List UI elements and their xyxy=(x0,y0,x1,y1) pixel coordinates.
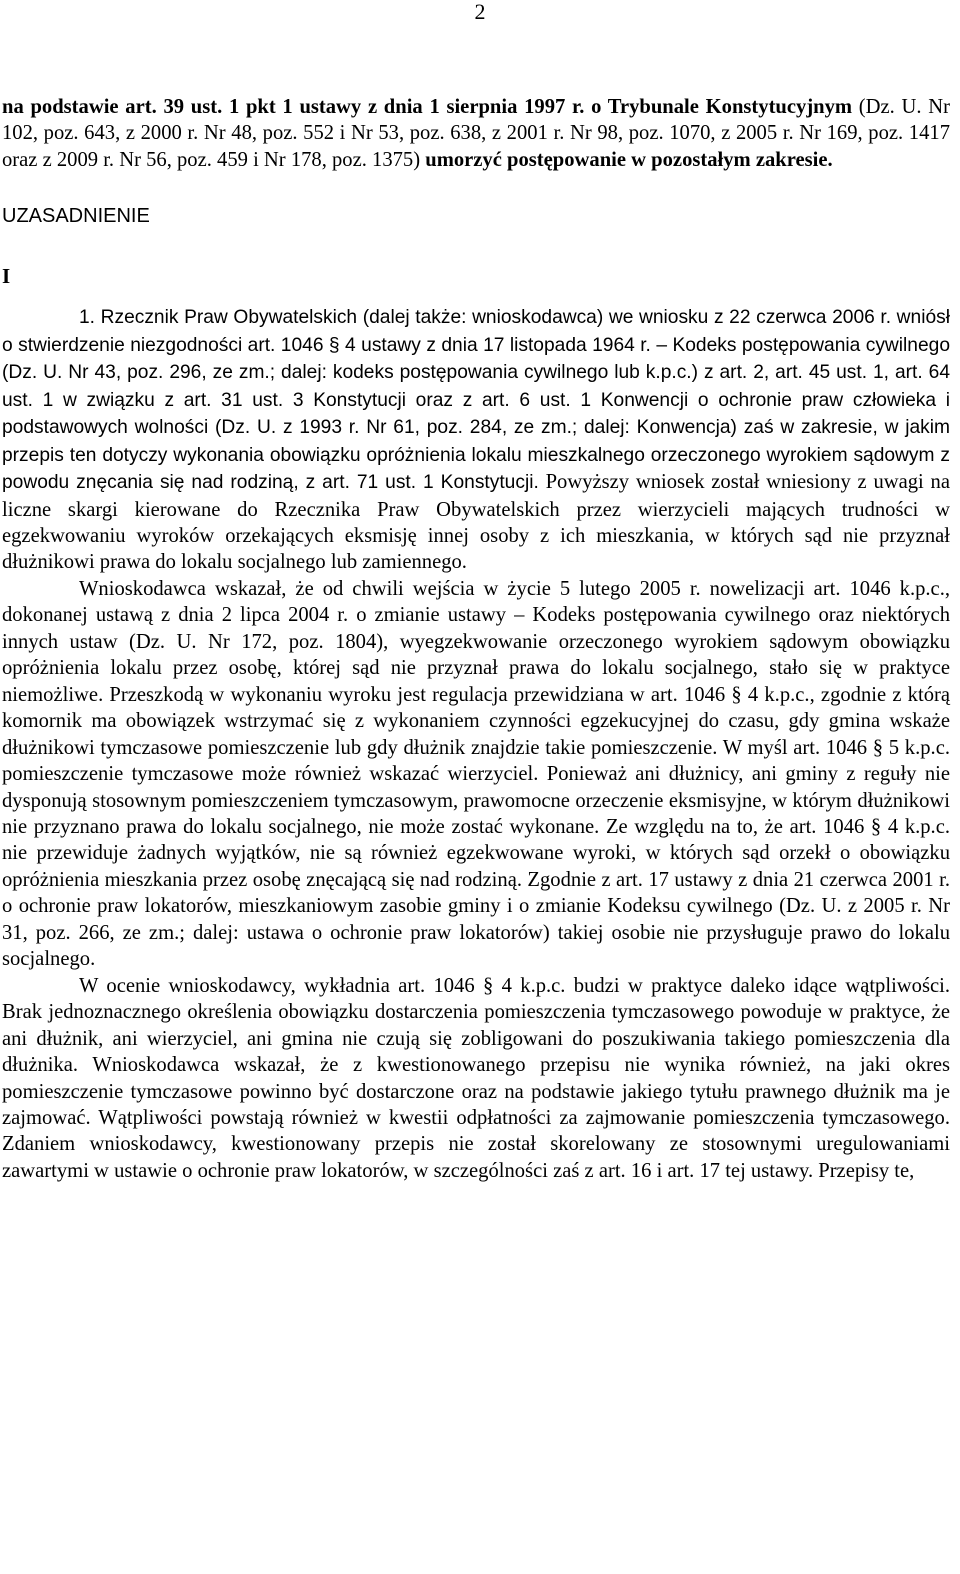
intro-bold-start: na podstawie art. 39 ust. 1 pkt 1 ustawy z dnia 1 sierpnia 1997 r. o Trybunale Konstytucyjnym xyxy=(2,96,853,118)
document-body xyxy=(2,94,950,1184)
paragraph-2: Wnioskodawca wskazał, że od chwili wejścia w życie 5 lutego 2005 r. nowelizacji art. 1046 k.p.c., dokonanej ustawą z dnia 2 lipca 2004 r. o zmianie ustawy – Kodeks postępowania cywilnego oraz niektórych innych ustaw (Dz. U. Nr 172, poz. 1804), wyegzekwowanie orzeczonego wyrokiem sądowym obowiązku opróżnienia lokalu przez osobę, której sąd nie przyznał prawa do lokalu socjalnego, stało się w praktyce niemożliwe. Przeszkodą w wykonaniu wyroku jest regulacja przewidziana w art. 1046 § 4 k.p.c., zgodnie z którą komornik ma obowiązek wstrzymać się z wykonaniem czynności egzekucyjnej do czasu, gdy gmina wskaże dłużnikowi tymczasowe pomieszczenie lub gdy dłużnik znajdzie takie pomieszczenie. W myśl art. 1046 § 5 k.p.c. pomieszczenie tymczasowe może również wskazać wierzyciel. Ponieważ ani dłużnicy, ani gminy z reguły nie dysponują stosownym pomieszczeniem tymczasowym, prawomocne orzeczenie eksmisyjne, w którym dłużnikowi nie przyznano prawa do lokalu socjalnego, nie może zostać wykonane. Ze względu na to, że art. 1046 § 4 k.p.c. nie przewiduje żadnych wyjątków, nie są również egzekwowane wyroki, w których sąd orzekł o obowiązku opróżnienia mieszkania przez osobę znęcającą się nad rodziną. Zgodnie z art. 17 ustawy z dnia 21 czerwca 2001 r. o ochronie praw lokatorów, mieszkaniowym zasobie gminy i o zmianie Kodeksu cywilnego (Dz. U. z 2005 r. Nr 31, poz. 266, ze zm.; dalej: ustawa o ochronie praw lokatorów) takiej osobie nie przysługuje prawo do lokalu socjalnego. xyxy=(2,577,950,971)
page-number: 2 xyxy=(474,0,486,24)
paragraph-1 xyxy=(2,304,950,576)
intro-middle: (Dz. U. Nr 102, poz. 643, z 2000 r. Nr 48, poz. 552 i Nr 53, poz. 638, z 2001 r. Nr 98, poz. 1070, z 2005 r. Nr 169, poz. 1417 oraz z 2009 r. Nr 56, poz. 459 i Nr 178, poz. 1375) xyxy=(2,96,951,171)
intro-paragraph xyxy=(2,94,950,173)
intro-bold-end: umorzyć postępowanie w pozostałym zakresie. xyxy=(425,148,833,171)
section-heading: UZASADNIENIE xyxy=(2,205,150,228)
paragraph-1-serif: Powyższy wniosek został wniesiony z uwagi na liczne skargi kierowane do Rzecznika Praw Obywatelskich przez wierzycieli mających trudności w egzekwowaniu wyroków orzekających eksmisję innej osoby z ich mieszkania, w których sąd nie przyznał dłużnikowi prawa do lokalu socjalnego lub zamiennego. xyxy=(2,471,950,574)
section-roman-numeral: I xyxy=(2,264,11,289)
paragraph-3: W ocenie wnioskodawcy, wykładnia art. 1046 § 4 k.p.c. budzi w praktyce daleko idące wątpliwości. Brak jednoznacznego określenia obowiązku dostarczenia pomieszczenia tymczasowego powoduje w praktyce, że ani dłużnik, ani wierzyciel, ani gmina nie czują się zobligowani do poszukiwania takiego pomieszczenia dla dłużnika. Wnioskodawca wskazał, że z kwestionowanego przepisu nie wynika również, na jaki okres pomieszczenie tymczasowe powinno być dostarczone oraz na podstawie jakiego tytułu prawnego dłużnik ma je zajmować. Wątpliwości powstają również w kwestii odpłatności za zajmowanie pomieszczenia tymczasowego. Zdaniem wnioskodawcy, kwestionowany przepis nie został skorelowany ze stosownymi uregulowaniami zawartymi w ustawie o ochronie praw lokatorów, w szczególności zaś z art. 16 i art. 17 tej ustawy. Przepisy te, xyxy=(2,974,950,1182)
paragraph-1-sans: 1. Rzecznik Praw Obywatelskich (dalej także: wnioskodawca) we wniosku z 22 czerwca 2006 r. wniósł o stwierdzenie niezgodności art. 1046 § 4 ustawy z dnia 17 listopada 1964 r. – Kodeks postępowania cywilnego (Dz. U. Nr 43, poz. 296, ze zm.; dalej: kodeks postępowania cywilnego lub k.p.c.) z art. 2, art. 45 ust. 1, art. 64 ust. 1 w związku z art. 31 ust. 3 Konstytucji oraz z art. 6 ust. 1 Konwencji o ochronie praw człowieka i podstawowych wolności (Dz. U. z 1993 r. Nr 61, poz. 284, ze zm.; dalej: Konwencja) zaś w zakresie, w jakim przepis ten dotyczy wykonania obowiązku opróżnienia lokalu mieszkalnego orzeczonego wyrokiem sądowym z powodu znęcania się nad rodziną, z art. 71 ust. 1 Konstytucji. xyxy=(2,307,950,494)
